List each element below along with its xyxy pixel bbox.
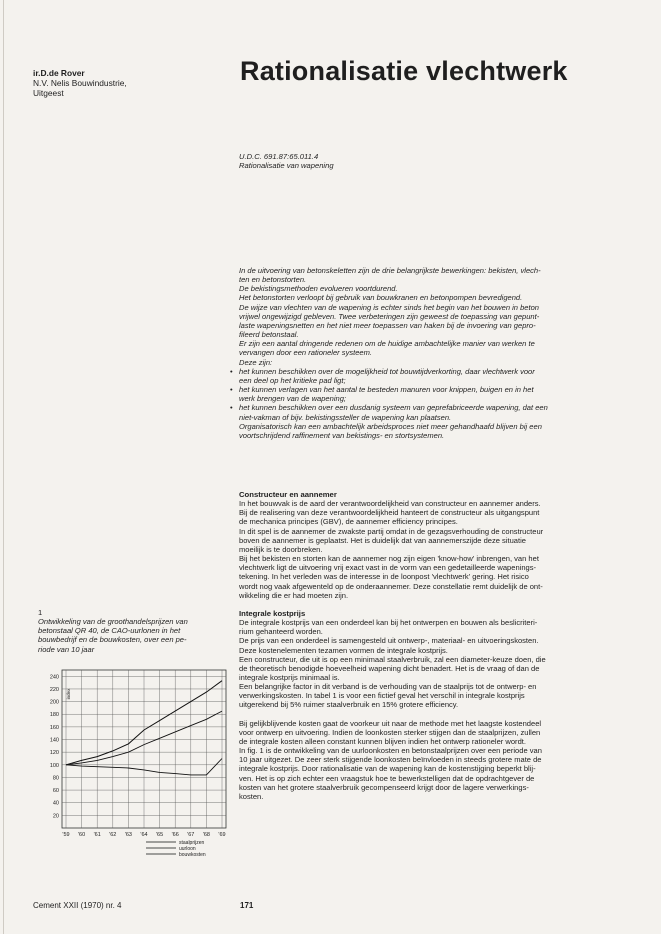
body-line: de theoretisch benodigde hoeveelheid wapening dicht benadert. Het is de vraag of dan de bbox=[239, 663, 540, 673]
abstract-line: fileerd betonstaal. bbox=[239, 330, 299, 340]
body-line: rium gehanteerd worden. bbox=[239, 627, 323, 637]
y-tick-label: 40 bbox=[52, 800, 59, 807]
author-block bbox=[33, 68, 213, 99]
body-line: Bij het bekisten en storten kan de aannemer nog zijn eigen 'know-how' inbrengen, van het bbox=[239, 554, 539, 564]
legend-label: bouwkosten bbox=[179, 851, 206, 858]
y-tick-label: 100 bbox=[49, 762, 59, 769]
y-tick-label: 120 bbox=[49, 750, 59, 757]
x-tick-label: '69 bbox=[218, 832, 226, 838]
reason-line: niet-vakman of bijv. bekistingssteller de wapening kan plaatsen. bbox=[239, 412, 452, 422]
body-line: De prijs van een onderdeel is samengesteld uit ontwerp-, materiaal- en uitvoeringskosten. bbox=[239, 636, 539, 646]
body-line: wordt nog vaak afgewenteld op de onderaannemer. Deze constellatie remt duidelijk de ont- bbox=[239, 581, 543, 591]
x-tick-label: '64 bbox=[140, 832, 148, 838]
udc-block bbox=[239, 152, 334, 170]
reason-line: werk brengen van de wapening; bbox=[239, 394, 346, 404]
caption-line: bouwbedrijf en de bouwkosten, over een pe- bbox=[38, 635, 187, 645]
body-line: integrale kostprijs. Door rationalisatie van de wapening kan de kostenstijging beperkt blij- bbox=[239, 764, 536, 774]
body-line: de mechanica principes (GBV), de aannemer efficiency principes. bbox=[239, 517, 458, 527]
price-development-chart bbox=[36, 662, 232, 898]
body-line: kosten van het grotere staalverbruik gecompenseerd krijgt door de lagere verwerkings- bbox=[239, 782, 529, 792]
author-city: Uitgeest bbox=[33, 88, 64, 99]
body-line: In dit spel is de aannemer de zwakste partij omdat in de gezagsverhouding de constructeur bbox=[239, 526, 544, 536]
body-line: boven de aannemer is geplaatst. Het is duidelijk dat van aannemerszijde deze situatie bbox=[239, 535, 526, 545]
y-tick-label: 200 bbox=[49, 699, 59, 706]
caption-line: Ontwikkeling van de groothandelsprijzen van bbox=[38, 617, 188, 627]
body-line: tekening. In het verleden was de interesse in de loonpost 'vlechtwerk' gering. Het risico bbox=[239, 572, 529, 582]
x-tick-label: '59 bbox=[62, 832, 70, 838]
body-line: uitgerekend bij 5% ruimer staalverbruik en 15% grotere efficiency. bbox=[239, 700, 459, 710]
y-tick-label: 60 bbox=[52, 788, 59, 795]
y-tick-label: 80 bbox=[52, 775, 59, 782]
x-tick-label: '61 bbox=[93, 832, 101, 838]
y-tick-label: 160 bbox=[49, 724, 59, 731]
body-line: Bij gelijkblijvende kosten gaat de voorkeur uit naar de methode met het laagste kostendeel bbox=[239, 718, 542, 728]
body-line: de integrale kosten alleen constant kunnen blijven indien het ontwerp rationeler wordt. bbox=[239, 736, 526, 746]
x-tick-label: '65 bbox=[156, 832, 164, 838]
abstract-line: vrijwel ongewijzigd gebleven. Twee verbeteringen zijn geweest de toepassing van gepunt- bbox=[239, 311, 540, 321]
body-line: ven. Het is op zich echter een vraagstuk hoe te bewerkstelligen dat de opdrachtgever de bbox=[239, 773, 535, 783]
body-line: verwerkingskosten. In tabel 1 is voor een fictief geval het verschil in integrale kostprijs bbox=[239, 691, 525, 701]
reasons-list bbox=[239, 367, 628, 422]
y-tick-label: 180 bbox=[49, 712, 59, 719]
body-line: voor ontwerp en uitvoering. Indien de loonkosten sterker stijgen dan de staalprijzen, zullen bbox=[239, 727, 541, 737]
udc-code: U.D.C. 691.87:65.011.4 bbox=[239, 152, 319, 161]
abstract-line: De wijze van vlechten van de wapening is echter sinds het begin van het bouwen in beton bbox=[239, 302, 539, 312]
body-line: Een belangrijke factor in dit verband is de verhouding van de staalprijs tot de ontwerp- en bbox=[239, 682, 537, 692]
x-tick-label: '67 bbox=[187, 832, 195, 838]
abstract-line: voortschrijdend raffinement van bekistings- en stortsystemen. bbox=[239, 430, 445, 440]
y-tick-label: 240 bbox=[49, 674, 59, 681]
caption-line: riode van 10 jaar bbox=[38, 644, 95, 654]
body-line: vlechtwerk ligt de uitvoering vrij exact vast in de vorm van een gedetailleerde wapenings- bbox=[239, 563, 537, 573]
body-line: integrale kostprijs minimaal is. bbox=[239, 672, 340, 682]
abstract-line: Het betonstorten verloopt bij gebruik van bouwkranen en betonpompen bevredigend. bbox=[239, 293, 523, 303]
body-line: In het bouwvak is de aard der verantwoordelijkheid van constructeur en aannemer anders. bbox=[239, 499, 541, 509]
abstract-line: ten en betonstorten. bbox=[239, 275, 307, 285]
reason-line: een deel op het kritieke pad ligt; bbox=[239, 375, 346, 385]
reason-item bbox=[239, 403, 628, 421]
body-line: Een constructeur, die uit is op een minimaal staalverbruik, zal een diameter-keuze doen, die bbox=[239, 654, 546, 664]
body-line: 10 jaar uitgezet. De zeer sterk stijgende loonkosten beïnvloeden in steeds grotere mate de bbox=[239, 755, 542, 765]
x-tick-label: '68 bbox=[202, 832, 210, 838]
body-line: Bij de realisering van deze verantwoordelijkheid hanteert de constructeur als uitgangspunt bbox=[239, 508, 540, 518]
scan-margin-line bbox=[3, 0, 4, 934]
reason-item bbox=[239, 367, 628, 385]
y-tick-label: 20 bbox=[52, 813, 59, 820]
x-tick-label: '66 bbox=[171, 832, 179, 838]
article-title: Rationalisatie vlechtwerk bbox=[240, 56, 568, 86]
journal-footer: Cement XXII (1970) nr. 4 bbox=[33, 901, 122, 910]
figure-caption bbox=[38, 608, 226, 654]
figure-number: 1 bbox=[38, 608, 43, 617]
body-line: moeilijk is te doorbreken. bbox=[239, 544, 323, 554]
y-tick-label: 220 bbox=[49, 686, 59, 693]
legend-label: uurloon bbox=[179, 845, 196, 852]
article-body bbox=[239, 490, 628, 801]
section-heading-kostprijs: Integrale kostprijs bbox=[239, 608, 306, 618]
reason-line: • het kunnen verlagen van het aantal te besteden manuren voor knippen, buigen en in het bbox=[239, 385, 534, 395]
abstract-line: In de uitvoering van betonskeletten zijn de drie belangrijkste bewerkingen: bekisten, vlech- bbox=[239, 266, 541, 275]
abstract-line: De bekistingsmethoden evolueren voortdurend. bbox=[239, 284, 398, 294]
reason-line: • het kunnen beschikken over de mogelijkheid tot bouwtijdverkorting, daar vlechtwerk voor bbox=[239, 366, 535, 376]
body-line: wikkeling die er had moeten zijn. bbox=[239, 590, 349, 600]
abstract-line: Organisatorisch kan een ambachtelijk arbeidsproces niet meer gehandhaafd blijven bij een bbox=[239, 421, 542, 431]
author-affiliation: N.V. Nelis Bouwindustrie, bbox=[33, 78, 127, 89]
abstract-line: vervangen door een rationeler systeem. bbox=[239, 348, 372, 358]
section-heading-constructeur: Constructeur en aannemer bbox=[239, 490, 337, 499]
body-line: Deze kostenelementen tezamen vormen de integrale kostprijs. bbox=[239, 645, 448, 655]
body-line: In fig. 1 is de ontwikkeling van de uurloonkosten en betonstaalprijzen over een periode van bbox=[239, 746, 542, 756]
udc-subject: Rationalisatie van wapening bbox=[239, 161, 334, 171]
author-name: ir.D.de Rover bbox=[33, 68, 85, 78]
x-tick-label: '62 bbox=[109, 832, 117, 838]
body-line: De integrale kostprijs van een onderdeel kan bij het ontwerpen en bouwen als beslicriteri- bbox=[239, 618, 538, 628]
abstract bbox=[239, 266, 628, 440]
caption-line: betonstaal QR 40, de CAO-uurlonen in het bbox=[38, 626, 181, 636]
legend-label: staalprijzen bbox=[179, 839, 205, 846]
y-tick-label: 140 bbox=[49, 737, 59, 744]
abstract-line: laste wapeningsnetten en het niet meer toepassen van haken bij de invoering van gepro- bbox=[239, 320, 536, 330]
body-line: kosten. bbox=[239, 791, 264, 801]
x-tick-label: '60 bbox=[78, 832, 86, 838]
reason-item bbox=[239, 385, 628, 403]
x-tick-label: '63 bbox=[124, 832, 132, 838]
page-number: 171 bbox=[240, 901, 254, 910]
reason-line: • het kunnen beschikken over een dusdanig systeem van geprefabriceerde wapening, dat een bbox=[239, 403, 548, 413]
abstract-line: Deze zijn: bbox=[239, 357, 273, 367]
abstract-line: Er zijn een aantal dringende redenen om de huidige ambachtelijke manier van werken te bbox=[239, 339, 535, 349]
y-axis-label: index bbox=[66, 688, 71, 700]
